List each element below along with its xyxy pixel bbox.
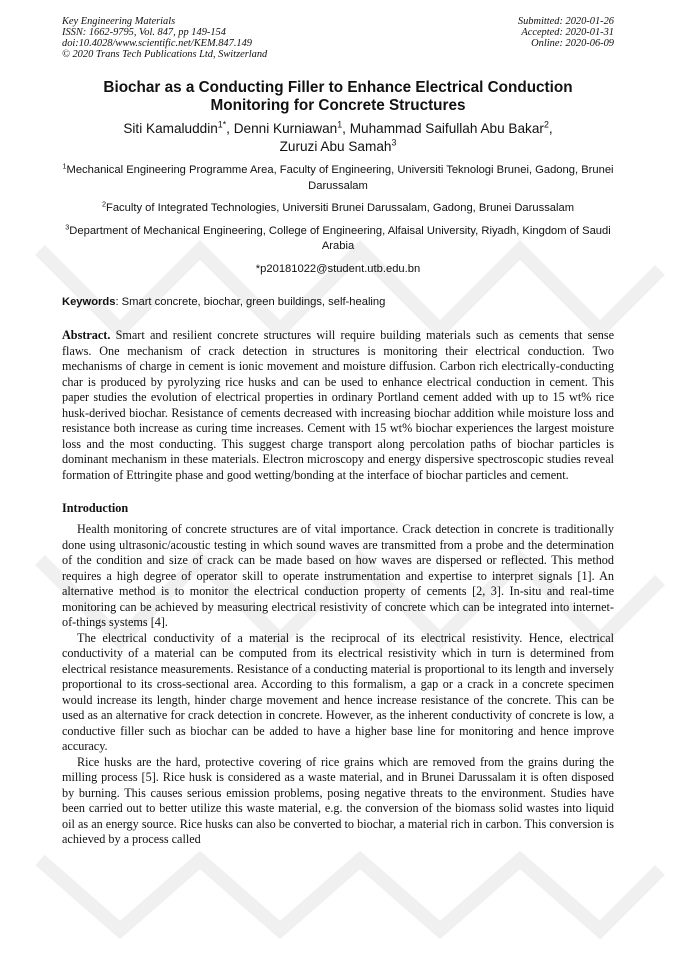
affiliation-text: Mechanical Engineering Programme Area, Faculty of Engineering, Universiti Teknologi Brunei, Gadong, Brunei Darussalam: [66, 164, 614, 192]
author-separator: ,: [226, 121, 234, 136]
author-separator: ,: [342, 121, 350, 136]
paper-title: Biochar as a Conducting Filler to Enhance Electrical Conduction Monitoring for Concrete Structures: [103, 79, 573, 114]
affiliation-2: [62, 201, 614, 217]
introduction-paragraph: The electrical conductivity of a material is the reciprocal of its electrical resistivity. Hence, electrical conductivity of a material can be computed from its electrical resistivity which in turn is determined from electrical resistance measurements. Resistance of a conducting material is proportional to its length and inversely proportional to its cross-sectional area. According to this formalism, a gap or a crack in a concrete specimen would increase its length, hinder charge movement and hence increase resistance of the concrete. This can be used as an alternative for crack detection in concrete. However, as the inherent conductivity of concrete is low, a conductive filler such as biochar can be added to have a higher base line for monitoring and hence improve accuracy.: [62, 630, 614, 753]
author-affiliation-mark: 3: [391, 137, 397, 148]
online-date: Online: 2020-06-09: [531, 38, 614, 49]
submitted-date: Submitted: 2020-01-26: [517, 16, 614, 27]
affiliation-3: [62, 221, 614, 255]
affiliation-text: Faculty of Integrated Technologies, Universiti Brunei Darussalam, Gadong, Brunei Darussalam: [106, 202, 575, 214]
affiliation-text: Department of Mechanical Engineering, College of Engineering, Alfaisal University, Riyadh, Kingdom of Saudi Arabia: [69, 224, 611, 252]
introduction-paragraph: Rice husks are the hard, protective covering of rice grains which are removed from the grains during the milling process [5]. Rice husk is considered as a waste material, and in Brunei Darussalam it is often disposed by burning. This causes serious emission problems, posing negative threats to the environment. Studies have been carried out to better utilize this waste material, e.g. the conversion of the biomass solid wastes into liquid oil as an energy source. Rice husks can also be converted to biochar, a material rich in carbon. This conversion is achieved by a process called: [62, 754, 614, 846]
journal-header: [62, 16, 614, 60]
journal-name: Key Engineering Materials: [62, 16, 176, 27]
accepted-date: Accepted: 2020-01-31: [521, 27, 614, 38]
submission-dates: [518, 16, 614, 60]
corresponding-email[interactable]: *p20181022@student.utb.edu.bn: [255, 262, 421, 275]
abstract-label: Abstract.: [62, 328, 111, 342]
abstract: [62, 328, 614, 483]
introduction-paragraph: Health monitoring of concrete structures are of vital importance. Crack detection in concrete is traditionally done using ultrasonic/acoustic testing in which sound waves are transmitted from a probe and the determination of the condition and size of crack can be made based on how waves are dispersed or reflected. This method requires a high degree of operator skill to operate instrumentation and expertise to interpret signals [1]. An alternative method is to monitor the electrical conduction property of cements [2, 3]. In-situ and real-time monitoring can be achieved by measuring electrical resistivity of concrete which can be integrated into internet-of-things systems [4].: [62, 522, 614, 629]
affiliation-mark: 2: [101, 199, 106, 209]
journal-copyright: © 2020 Trans Tech Publications Ltd, Switzerland: [62, 49, 268, 60]
affiliation-mark: 3: [65, 221, 70, 231]
keywords: [62, 295, 614, 309]
author-affiliation-mark: 1: [337, 119, 343, 130]
affiliation-mark: 1: [62, 161, 67, 171]
journal-doi: doi:10.4028/www.scientific.net/KEM.847.149: [62, 38, 252, 49]
author-name: Muhammad Saifullah Abu Bakar: [349, 121, 544, 136]
author-name: Siti Kamaluddin: [123, 121, 218, 136]
introduction-heading: Introduction: [62, 501, 129, 515]
author-affiliation-mark: 2: [543, 119, 549, 130]
author-name: Zuruzi Abu Samah: [279, 139, 392, 154]
affiliation-1: [62, 163, 614, 194]
keywords-text: : Smart concrete, biochar, green buildings, self-healing: [115, 296, 386, 308]
author-affiliation-mark: 1*: [217, 119, 227, 130]
keywords-label: Keywords: [62, 296, 116, 308]
journal-info: [62, 16, 267, 60]
abstract-text: Smart and resilient concrete structures will require building materials such as cements that sense flaws. One mechanism of crack detection in structures is monitoring their electrical conduction. Two mechanisms of charge in cement is ionic movement and moisture diffusion. Carbon rich electrically-conducting char is produced by pyrolyzing rice husks and can be used to enhance electrical conduction in cement. This paper studies the evolution of electrical properties in ordinary Portland cement added with up to 15 wt% rice husk-derived biochar. Resistance of cements decreased with increasing biochar addition while moisture loss and resistance both increase as curing time increases. Cement with 15 wt% biochar experiences the largest moisture loss and the most conducting. This suggest charge transport along percolation paths of biochar particles is dominant mechanism in these materials. Electron microscopy and energy dispersive spectroscopic studies reveal formation of Ettringite phase and good wetting/bonding at the interface of biochar particles and cement.: [62, 328, 614, 482]
author-separator: ,: [548, 121, 553, 136]
journal-issn: ISSN: 1662-9795, Vol. 847, pp 149-154: [62, 27, 226, 38]
author-list: [62, 120, 614, 156]
author-name: Denni Kurniawan: [233, 121, 338, 136]
paper-page: [62, 16, 614, 848]
